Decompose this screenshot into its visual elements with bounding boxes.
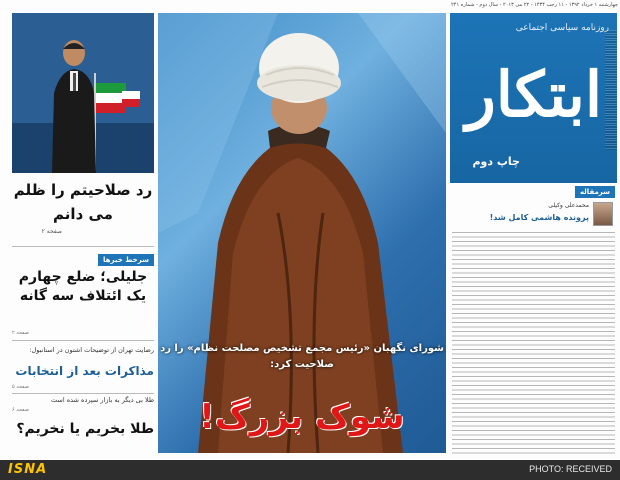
editorial-body-text <box>452 232 615 454</box>
edition-label: چاپ دوم <box>472 155 520 168</box>
news-item-2: مذاکرات بعد از انتخابات <box>15 364 154 378</box>
editorial-headline: پرونده هاشمی کامل شد! <box>489 213 589 222</box>
masthead <box>450 13 617 183</box>
divider <box>12 246 154 247</box>
agency-logo: ISNA <box>8 462 48 477</box>
left-page-ref: صفحه ۲ <box>41 228 62 235</box>
news-item-1: جلیلی؛ ضلع چهارم یک ائتلاف سه گانه <box>18 269 148 304</box>
divider <box>12 393 154 394</box>
news-item-1-ref: صفحه ۲ <box>12 330 29 336</box>
editorial-label: سرمقاله <box>575 186 615 198</box>
main-headline: شوک بزرگ! <box>199 397 405 437</box>
news-item-3-ref: صفحه ۶ <box>12 407 29 413</box>
man-with-flag-illustration <box>12 13 154 173</box>
news-item-2-kicker: رضایت تهران از توضیحات اشتون در استانبول: <box>29 346 154 354</box>
bottom-credit-bar <box>0 460 620 480</box>
photo-caption: شورای نگهبان «رئیس مجمع تشخیص مصلحت نظام» را رد صلاحیت کرد: <box>160 343 444 370</box>
masthead-slogan: روزنامه سیاسی اجتماعی <box>515 23 609 33</box>
news-item-3: طلا بخریم یا نخریم؟ <box>16 421 154 437</box>
barcode-icon <box>605 30 617 150</box>
news-headlines <box>12 268 154 454</box>
author-photo <box>593 202 613 226</box>
date-line: چهارشنبه ۱ خرداد ۱۳۹۲ - ۱۱ رجب ۱۴۳۴ - ۲۲ می ۲۰۱۳ - سال دوم - شماره ۲۴۱ <box>451 2 618 8</box>
left-photo <box>12 13 154 173</box>
newspaper-logo: ابتکار <box>465 58 603 131</box>
left-headline: رد صلاحیتم را ظلم می دانم <box>13 181 153 223</box>
divider <box>12 340 154 341</box>
editorial-column <box>450 186 617 456</box>
news-section-label: سرخط خبرها <box>98 254 154 266</box>
news-item-2-ref: صفحه ۵ <box>12 384 29 390</box>
main-photo <box>158 13 446 453</box>
editorial-author: محمدعلی وکیلی <box>548 202 589 209</box>
news-item-3-kicker: طلا بی دیگر به بازار سپرده شده است <box>51 396 154 404</box>
photo-credit: PHOTO: RECEIVED <box>529 464 612 474</box>
